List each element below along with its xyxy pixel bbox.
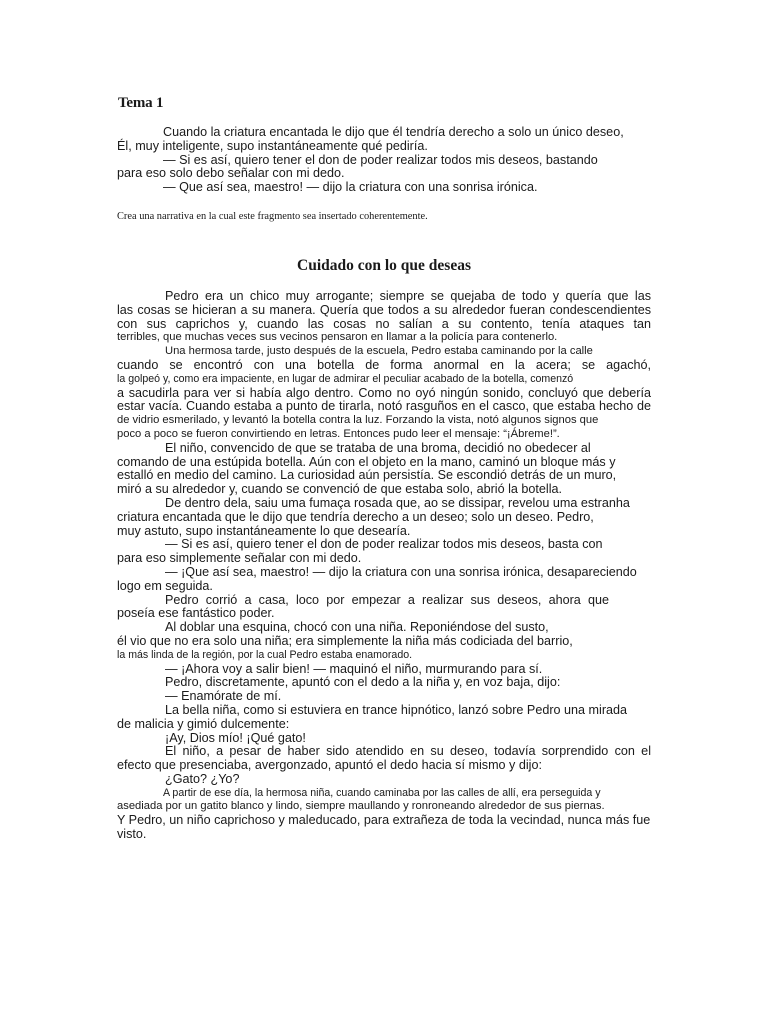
story-line: — ¡Que así sea, maestro! — dijo la criatura con una sonrisa irónica, desapareciendo <box>165 564 637 579</box>
story-line: Y Pedro, un niño caprichoso y maleducado, para extrañeza de toda la vecindad, nunca más fue <box>117 813 651 828</box>
topic-heading: Tema 1 <box>118 95 164 111</box>
story-line: la golpeó y, como era impaciente, en lugar de admirar el peculiar acabado de la botella, comenzó <box>117 372 574 385</box>
story-line: comando de una estúpida botella. Aún con el objeto en la mano, caminó un bloque más y <box>117 454 616 469</box>
story-line: miró a su alrededor y, cuando se convenció de que estaba solo, abrió la botella. <box>117 482 563 497</box>
story-line: visto. <box>117 827 147 842</box>
story-line: Pedro era un chico muy arrogante; siempre se quejaba de todo y quería que las <box>165 289 651 303</box>
intro-line: Cuando la criatura encantada le dijo que él tendría derecho a solo un único deseo, <box>163 125 624 139</box>
story-line: — ¡Ahora voy a salir bien! — maquinó el niño, murmurando para sí. <box>165 661 543 676</box>
intro-line: para eso solo debo señalar con mi dedo. <box>117 166 345 181</box>
story-line: con sus caprichos y, cuando las cosas no salían a su contento, tenía ataques tan <box>117 316 651 331</box>
story-line: efecto que presenciaba, avergonzado, apuntó el dedo hacia sí mismo y dijo: <box>117 758 542 773</box>
story-line: él vio que no era solo una niña; era simplemente la niña más codiciada del barrio, <box>117 633 573 648</box>
instruction-text: Crea una narrativa en la cual este fragmento sea insertado coherentemente. <box>117 211 428 222</box>
intro-line: — Si es así, quiero tener el don de poder realizar todos mis deseos, bastando <box>163 152 598 167</box>
story-line: muy astuto, supo instantáneamente lo que desearía. <box>117 523 411 538</box>
story-line: De dentro dela, saiu uma fumaça rosada que, ao se dissipar, revelou uma estranha <box>165 495 630 510</box>
intro-line: Él, muy inteligente, supo instantáneamente qué pediría. <box>117 138 428 153</box>
story-title: Cuidado con lo que deseas <box>297 257 471 274</box>
story-line: estar vacía. Cuando estaba a punto de tirarla, notó rasguños en el casco, que estaba hecho de <box>117 399 651 414</box>
story-line: para eso simplemente señalar con mi dedo. <box>117 551 362 566</box>
story-line: A partir de ese día, la hermosa niña, cuando caminaba por las calles de allí, era perseguida y <box>163 786 601 799</box>
story-line: cuando se encontró con una botella de forma anormal en la acera; se agachó, <box>117 357 651 372</box>
story-line: El niño, convencido de que se trataba de una broma, decidió no obedecer al <box>165 440 591 455</box>
story-body <box>117 290 651 842</box>
story-line: terribles, que muchas veces sus vecinos pensaron en llamar a la policía para contenerlo. <box>117 331 558 344</box>
story-line: ¡Ay, Dios mío! ¡Qué gato! <box>165 730 306 745</box>
story-line: asediada por un gatito blanco y lindo, siempre maullando y ronroneando alrededor de sus piernas. <box>117 800 605 813</box>
story-line: la más linda de la región, por la cual Pedro estaba enamorado. <box>117 648 413 661</box>
story-line: Una hermosa tarde, justo después de la escuela, Pedro estaba caminando por la calle <box>165 345 593 358</box>
story-line: Pedro, discretamente, apuntó con el dedo a la niña y, en voz baja, dijo: <box>165 675 561 690</box>
story-line: La bella niña, como si estuviera en trance hipnótico, lanzó sobre Pedro una mirada <box>165 702 628 717</box>
story-line: — Enamórate de mí. <box>165 689 282 704</box>
story-line: a sacudirla para ver si había algo dentro. Como no oyó ningún sonido, concluyó que debería <box>117 385 651 400</box>
story-line: de malicia y gimió dulcemente: <box>117 716 290 731</box>
intro-fragment <box>117 126 657 195</box>
story-line: poco a poco se fueron convirtiendo en letras. Entonces pudo leer el mensaje: “¡Ábreme!”. <box>117 427 560 440</box>
story-line: logo em seguida. <box>117 578 213 593</box>
story-line: Al doblar una esquina, chocó con una niña. Reponiéndose del susto, <box>165 620 549 635</box>
story-line: poseía ese fantástico poder. <box>117 606 275 621</box>
story-line: de vidrio esmerilado, y levantó la botella contra la luz. Forzando la vista, notó algunos signos que <box>117 414 599 427</box>
intro-line: — Que así sea, maestro! — dijo la criatura con una sonrisa irónica. <box>163 180 538 195</box>
story-line: estalló en medio del camino. La curiosidad aún persistía. Se escondió detrás de un muro, <box>117 468 617 483</box>
story-line: Pedro corrió a casa, loco por empezar a realizar sus deseos, ahora que <box>165 592 609 607</box>
story-line: El niño, a pesar de haber sido atendido en su deseo, todavía sorprendido con el <box>165 744 651 759</box>
story-line: ¿Gato? ¿Yo? <box>165 771 240 786</box>
story-line: — Si es así, quiero tener el don de poder realizar todos mis deseos, basta con <box>165 537 603 552</box>
story-line: criatura encantada que le dijo que tendría derecho a un deseo; solo un deseo. Pedro, <box>117 509 594 524</box>
story-line: las cosas se hicieran a su manera. Quería que todos a su alrededor fueran condescendientes <box>117 302 651 317</box>
